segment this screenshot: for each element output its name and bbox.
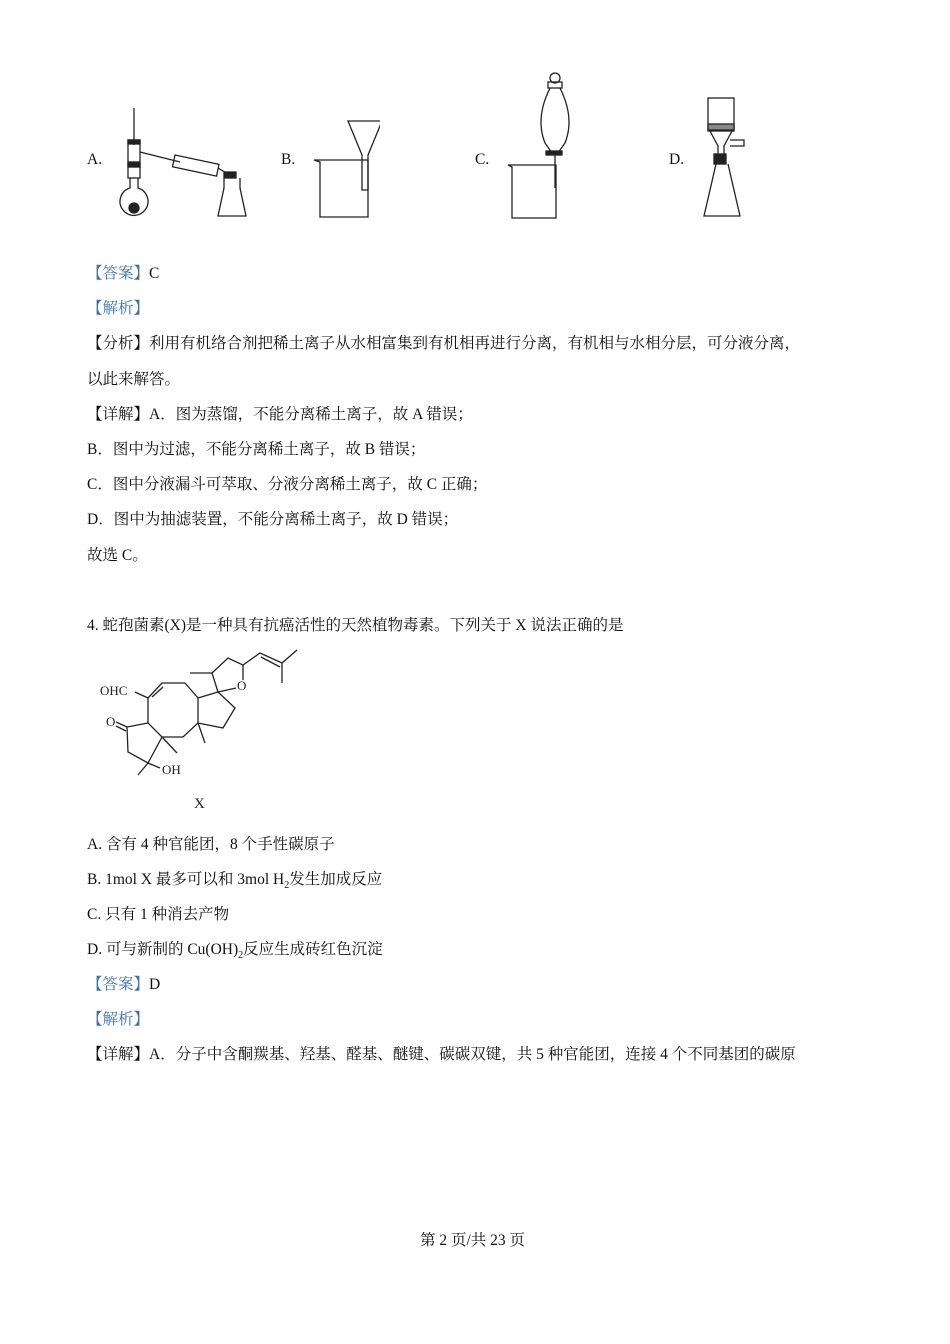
q4-option-d: D. 可与新制的 $Cu(OH)_2$反应生成砖红色沉淀 [87, 941, 383, 962]
q3-fenxi: 【分析】利用有机络合剂把稀土离子从水相富集到有机相再进行分离，有机相与水相分层，可分液分离， [87, 335, 801, 352]
q4-option-c: C. 只有 1 种消去产物 [87, 906, 230, 923]
option-c-label: C. [475, 151, 490, 168]
q4-option-b: B. 1mol X 最多可以和 3mol $H_2$发生加成反应 [87, 871, 383, 892]
q4-stem: 4. 蛇孢菌素(X)是一种具有抗癌活性的天然植物毒素。下列关于 X 说法正确的是 [87, 617, 624, 634]
filtration-apparatus-figure [310, 115, 380, 225]
page-footer: 第 2 页/共 23 页 [420, 1232, 526, 1249]
option-a-label: A. [87, 151, 103, 168]
aldehyde-label: OHC [100, 683, 128, 698]
q3-detail-b: B．图中为过滤，不能分离稀土离子，故 B 错误； [87, 441, 426, 458]
q4-analysis-tag: 【解析】 [87, 1011, 150, 1028]
q4-answer: 【答案】D [87, 976, 161, 993]
suction-filtration-figure [700, 96, 760, 221]
separatory-funnel-figure [500, 68, 570, 223]
q3-detail-c: C．图中分液漏斗可萃取、分液分离稀土离子，故 C 正确； [87, 476, 488, 493]
hydroxyl-label: OH [162, 762, 181, 777]
q3-detail-d: D．图中为抽滤装置，不能分离稀土离子，故 D 错误； [87, 511, 459, 528]
molecule-x-structure [0, 0, 320, 820]
q3-answer: 【答案】C [87, 265, 160, 282]
q3-analysis-tag: 【解析】 [87, 300, 150, 317]
ketone-oxygen-label: O [106, 714, 116, 729]
q3-detail-a: 【详解】A．图为蒸馏，不能分离稀土离子，故 A 错误； [87, 406, 473, 423]
ring-oxygen-label: O [237, 678, 247, 693]
option-d-label: D. [669, 151, 685, 168]
molecule-name-label: X [194, 796, 205, 812]
q4-option-a: A. 含有 4 种官能团，8 个手性碳原子 [87, 836, 335, 853]
q3-fenxi-cont: 以此来解答。 [87, 371, 181, 388]
option-b-label: B. [281, 151, 296, 168]
q4-detail: 【详解】A．分子中含酮羰基、羟基、醛基、醚键、碳碳双键，共 5 种官能团，连接 4 个不同基团的碳原 [87, 1046, 796, 1063]
q3-conclusion: 故选 C。 [87, 547, 148, 564]
